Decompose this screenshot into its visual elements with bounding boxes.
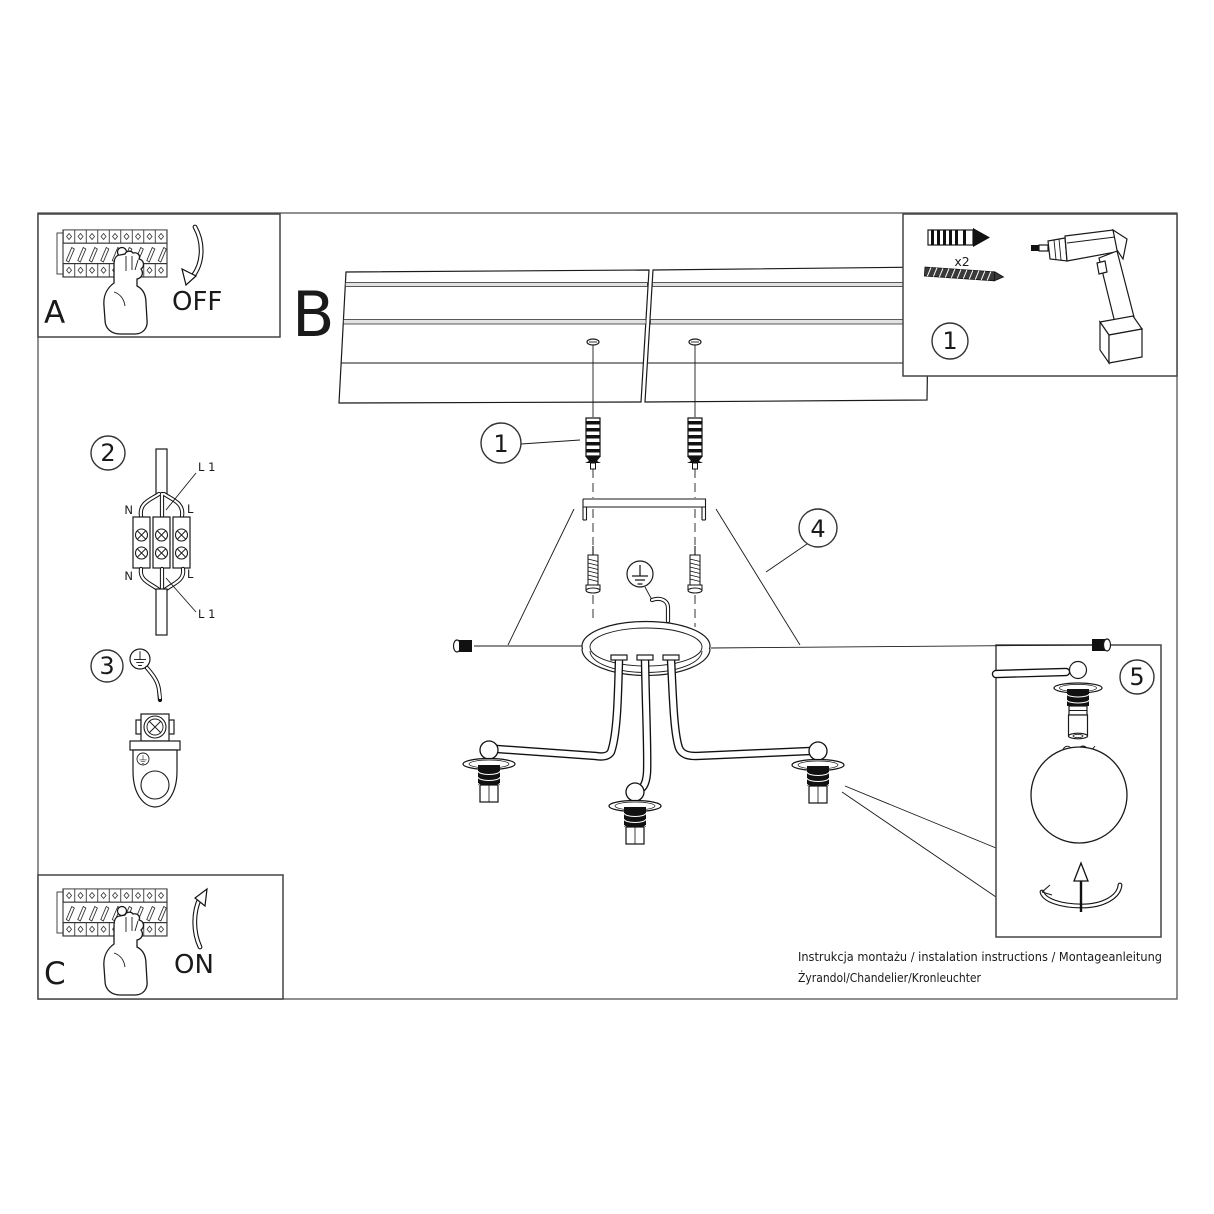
callout-bracket-number: 4 [810, 515, 826, 543]
terminal-block [133, 517, 190, 568]
ceiling-hole-right [689, 339, 701, 345]
callout-anchor [481, 423, 580, 463]
label-n-bottom: N [124, 569, 133, 583]
wall-plug-icon [585, 418, 601, 469]
footer [798, 949, 1162, 985]
cable-top [156, 449, 167, 494]
label-l-top: L [187, 502, 194, 516]
footer-line2: Żyrandol/Chandelier/Kronleuchter [798, 970, 982, 985]
ground-step [91, 649, 180, 807]
tools-box [903, 214, 1177, 376]
screw-icon [688, 546, 702, 593]
step-c-label: C [44, 956, 66, 992]
mounting-tab [130, 741, 180, 807]
ground-terminal [136, 714, 174, 741]
callout-bracket [766, 509, 837, 572]
off-label: OFF [172, 287, 223, 317]
ceiling-panels [339, 267, 929, 403]
mounting-assembly [454, 345, 997, 897]
breaker-panel-icon [57, 889, 167, 936]
callout-anchor-number: 1 [493, 430, 509, 458]
glass-globe [1031, 747, 1127, 843]
footer-line1: Instrukcja montażu / instalation instructions / Montageanleitung [798, 949, 1162, 964]
step-box-c [38, 875, 283, 999]
wall-plug-icon [687, 418, 703, 469]
wiring-step-number: 2 [100, 439, 116, 467]
breaker-panel-icon [57, 230, 167, 277]
tools-box-number: 1 [942, 327, 958, 355]
bulb-callout-line [845, 786, 996, 848]
wiring-step [91, 436, 215, 635]
label-l-bottom: L [187, 567, 194, 581]
quantity-label: x2 [954, 254, 970, 269]
bulb-box [996, 645, 1161, 937]
label-l1-top: L 1 [198, 460, 216, 474]
section-label-b: B [292, 278, 335, 351]
screw-icon [586, 546, 600, 593]
lamp-socket-icon [609, 783, 661, 844]
label-l1-bottom: L 1 [198, 607, 216, 621]
ground-symbol-icon [627, 561, 653, 587]
step-a-label: A [44, 295, 66, 331]
side-bolt-left [454, 640, 583, 652]
ceiling-hole-left [587, 339, 599, 345]
ceiling-slab-left [339, 270, 649, 403]
ceiling-slab-right [645, 267, 929, 402]
mounting-bracket [583, 499, 706, 520]
label-n-top: N [124, 503, 133, 517]
cable-bottom [156, 589, 167, 635]
step-box-a [38, 214, 280, 337]
ground-step-number: 3 [99, 652, 115, 680]
bulb-callout-line [842, 792, 996, 897]
bulb-box-number: 5 [1129, 663, 1145, 691]
on-label: ON [174, 950, 214, 980]
